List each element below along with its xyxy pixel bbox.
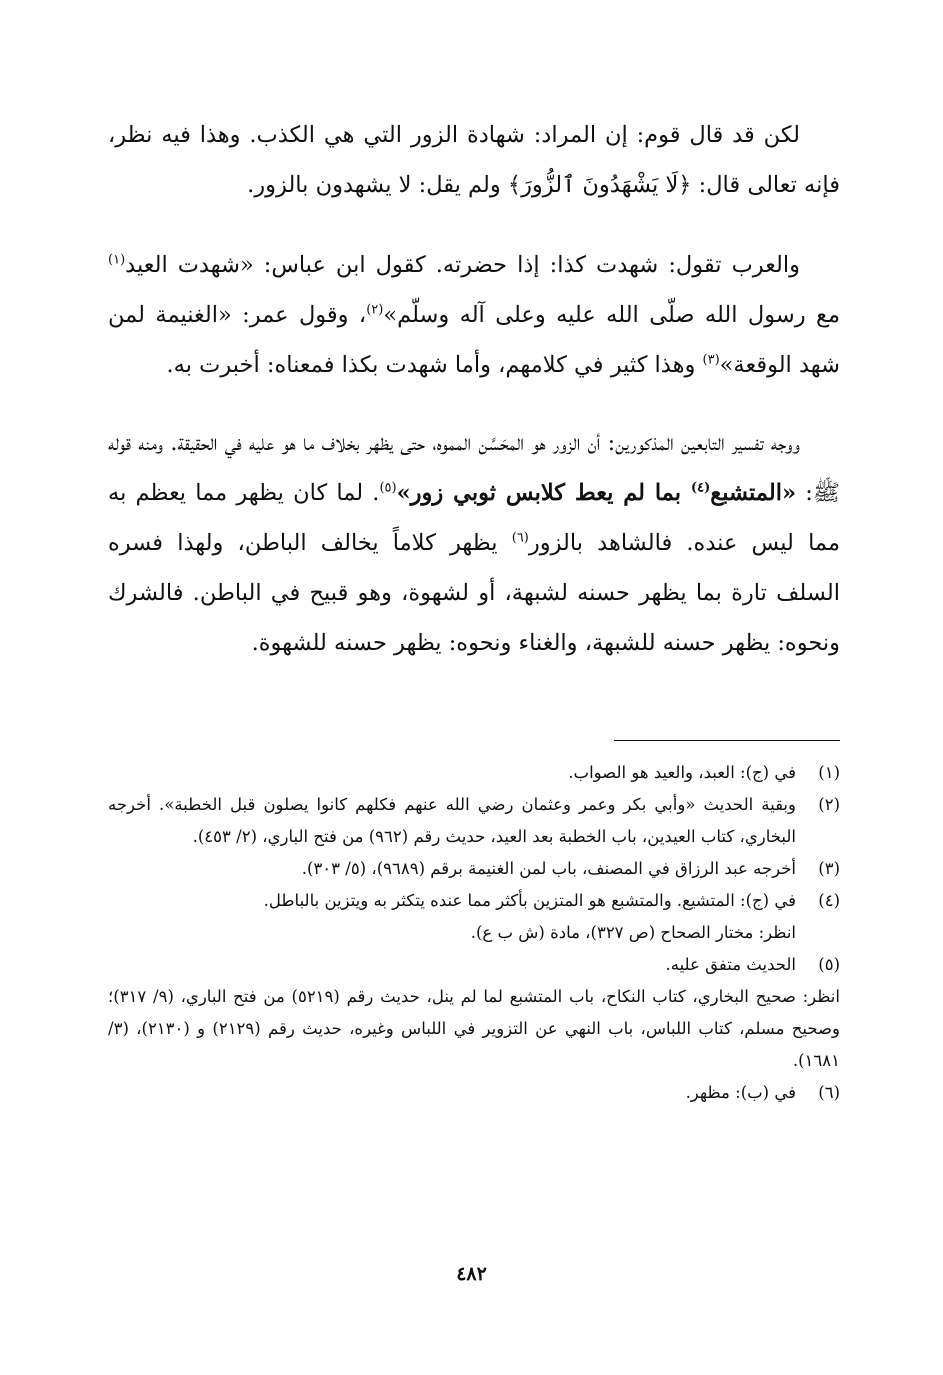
footnote-5-continuation: انظر: صحيح البخاري، كتاب النكاح، باب المتشبع لما لم ينل، حديث رقم (٥٢١٩) من فتح الباري، (٩/ ٣١٧)؛ وصحيح مسلم، كتاب اللباس، باب النهي عن التزوير في اللباس وغيره، حديث رقم (٢١٢٩) و (٢١٣٠)، (٣/ ١٦٨١).	[108, 987, 840, 1070]
footnote-number: (٤)	[818, 891, 840, 910]
footnote-2	[108, 789, 840, 853]
footnote-ref-2[interactable]: (٢)	[366, 302, 384, 318]
footnote-number: (٢)	[818, 795, 840, 814]
footnote-text	[108, 885, 796, 949]
paragraph-2	[108, 240, 840, 390]
footnote-ref-3[interactable]: (٣)	[702, 352, 720, 368]
footnote-text: وبقية الحديث «وأبي بكر وعمر وعثمان رضي الله عنهم فكلهم كانوا يصلون قبل الخطبة». أخرجه البخاري، كتاب العيدين، باب الخطبة بعد العيد، حديث رقم (٩٦٢) من فتح الباري، (٢/ ٤٥٣).	[108, 795, 796, 846]
footnote-text: في (ج): العبد، والعيد هو الصواب.	[568, 763, 796, 782]
footnote-text: في (ب): مظهر.	[685, 1083, 796, 1102]
paragraph-3-text-a: ووجه تفسير التابعين المذكورين: أن الزور هو المحَسَّن المموه، حتى يظهر بخلاف ما هو عليه في الحقيقة. ومنه قوله ﷺ:	[108, 430, 840, 506]
footnote-number: (٥)	[818, 955, 840, 974]
paragraph-3-text-c: يظهر كلاماً يخالف الباطن، ولهذا فسره السلف تارة بما يظهر حسنه لشبهة، أو لشهوة، وهو قبيح في الباطن. فالشرك ونحوه: يظهر حسنه للشبهة، والغناء ونحوه: يظهر حسنه للشهوة.	[108, 530, 840, 656]
footnote-3	[108, 853, 840, 885]
footnote-text: الحديث متفق عليه.	[665, 955, 796, 974]
footnote-text: أخرجه عبد الرزاق في المصنف، باب لمن الغنيمة برقم (٩٦٨٩)، (٥/ ٣٠٣).	[301, 859, 796, 878]
paragraph-2-text-b: مع رسول الله صلّى الله عليه وعلى آله وسلّم»	[383, 302, 840, 328]
footnote-number: (٦)	[818, 1083, 840, 1102]
paragraph-2-text-d: وهذا كثير في كلامهم، وأما شهدت بكذا فمعناه: أخبرت به.	[166, 352, 703, 378]
paragraph-1-text: لكن قد قال قوم: إن المراد: شهادة الزور التي هي الكذب. وهذا فيه نظر، فإنه تعالى قال: ﴿لَا يَشْهَدُونَ ٱلزُّورَ﴾ ولم يقل: لا يشهدون بالزور.	[108, 122, 840, 198]
paragraph-2-text-a: والعرب تقول: شهدت كذا: إذا حضرته. كقول ابن عباس: «شهدت العيد	[125, 252, 800, 278]
paragraph-3-text-b: . لما كان يظهر مما يعظم به مما ليس عنده. فالشاهد بالزور	[108, 480, 840, 556]
page-number: ٤٨٢	[456, 1263, 487, 1285]
footnote-5	[108, 949, 840, 981]
footnote-ref-6[interactable]: (٦)	[511, 530, 529, 546]
footnote-separator	[614, 740, 840, 741]
footnote-ref-4[interactable]: (٤)	[690, 480, 711, 496]
main-text	[108, 110, 840, 692]
footnote-line: في (ج): المتشيع. والمتشبع هو المتزين بأكثر مما عنده يتكثر به ويتزين بالباطل.	[263, 891, 796, 910]
footnote-1	[108, 757, 840, 789]
paragraph-3	[108, 418, 840, 668]
hadith-quote-a: «المتشبع	[710, 480, 797, 506]
footnote-line: انظر: مختار الصحاح (ص ٣٢٧)، مادة (ش ب ع).	[470, 923, 796, 942]
hadith-quote-b: بما لم يعط كلابس ثوبي زور»	[396, 480, 691, 506]
footnote-4	[108, 885, 840, 949]
footnote-ref-1[interactable]: (١)	[108, 252, 126, 268]
footnote-ref-5[interactable]: (٥)	[379, 480, 397, 496]
footnote-number: (١)	[818, 763, 840, 782]
footnote-6	[108, 1077, 840, 1109]
footnote-number: (٣)	[818, 859, 840, 878]
footnotes	[108, 757, 840, 1109]
paragraph-1	[108, 110, 840, 210]
paragraph-2-text-c: ، وقول عمر: «الغنيمة لمن شهد الوقعة»	[108, 302, 840, 378]
